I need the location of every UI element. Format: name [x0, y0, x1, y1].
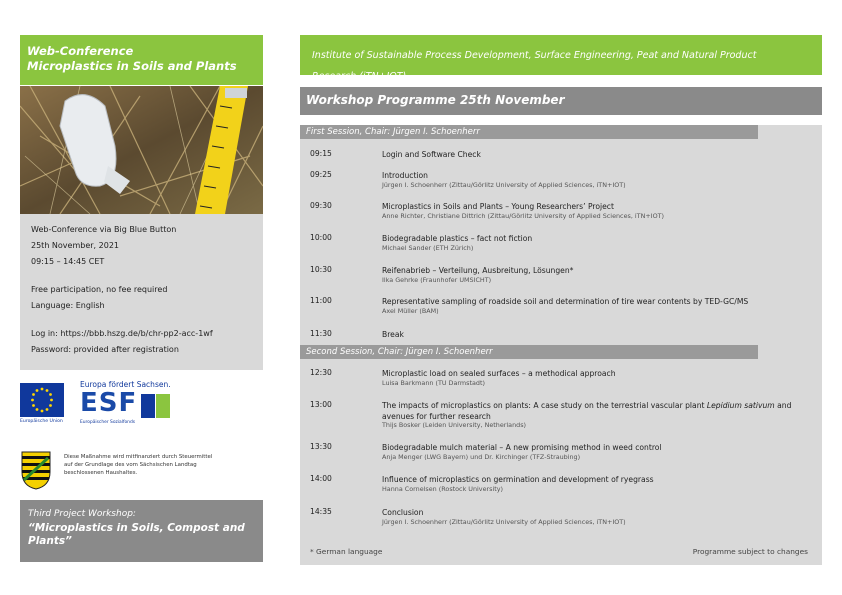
- workshop-title-line2: Plants”: [28, 535, 72, 547]
- esf-eu-mini-flag-icon: [141, 394, 155, 418]
- info-fee: Free participation, no fee required: [31, 285, 168, 294]
- info-date: 25th November, 2021: [31, 241, 119, 250]
- item-time: 13:30: [310, 442, 332, 451]
- item-time: 09:25: [310, 170, 332, 179]
- item-time: 14:00: [310, 474, 332, 483]
- programme-panel: [300, 125, 822, 565]
- eu-caption: Europäische Union: [20, 419, 63, 424]
- programme-title: Workshop Programme 25th November: [306, 93, 565, 107]
- institute-line2: Research (iTN+IOT): [312, 71, 407, 82]
- esf-logo-text: ESF: [80, 388, 138, 418]
- item-speaker: Jürgen I. Schoenherr (Zittau/Görlitz University of Applied Sciences, iTN+IOT): [382, 518, 626, 526]
- item-title: Break: [382, 330, 404, 339]
- info-platform: Web-Conference via Big Blue Button: [31, 225, 177, 234]
- footnote-german: * German language: [310, 547, 383, 556]
- left-header: [20, 35, 263, 85]
- esf-tagline: Europa fördert Sachsen.: [80, 380, 171, 389]
- programme-header: [300, 87, 822, 115]
- info-language: Language: English: [31, 301, 105, 310]
- info-time: 09:15 – 14:45 CET: [31, 257, 105, 266]
- item-title: Login and Software Check: [382, 150, 481, 159]
- saxony-coat-of-arms-icon: [20, 450, 52, 490]
- item-speaker: Thijs Bosker (Leiden University, Netherlands): [382, 421, 527, 429]
- item-time: 11:30: [310, 329, 332, 338]
- item-title: Reifenabrieb – Verteilung, Ausbreitung, Lösungen*: [382, 266, 574, 275]
- item-title: Conclusion: [382, 508, 424, 517]
- session-2-header: Second Session, Chair: Jürgen I. Schoenherr: [300, 345, 758, 359]
- item-title: Biodegradable mulch material – A new promising method in weed control: [382, 443, 662, 452]
- item-speaker: Axel Müller (BAM): [382, 307, 439, 315]
- item-time: 14:35: [310, 507, 332, 516]
- funding-logos: [20, 378, 263, 498]
- item-time: 10:00: [310, 233, 332, 242]
- item-title: Introduction: [382, 171, 428, 180]
- info-password: Password: provided after registration: [31, 345, 179, 354]
- item-time: 09:30: [310, 201, 332, 210]
- workshop-title-box: [20, 500, 263, 562]
- left-header-line2: Microplastics in Soils and Plants: [27, 59, 237, 73]
- item-speaker: Anja Menger (LWG Bayern) und Dr. Kirchinger (TFZ-Straubing): [382, 453, 581, 461]
- workshop-label: Third Project Workshop:: [28, 509, 136, 519]
- item-title-italic: Lepidium sativum: [706, 401, 775, 410]
- esf-green-bar-icon: [156, 394, 170, 418]
- item-time: 10:30: [310, 265, 332, 274]
- eu-flag-icon: [20, 383, 64, 417]
- left-header-line1: Web-Conference: [27, 44, 134, 58]
- item-speaker: Hanna Cornelsen (Rostock University): [382, 485, 504, 493]
- footnote-changes: Programme subject to changes: [692, 547, 808, 556]
- item-speaker: Michael Sander (ETH Zürich): [382, 244, 474, 252]
- info-login-link[interactable]: Log in: https://bbb.hszg.de/b/chr-pp2-acc-1wf: [31, 329, 213, 338]
- item-title: Representative sampling of roadside soil and determination of tire wear contents by TED-GC/MS: [382, 297, 749, 306]
- item-speaker: Luisa Barkmann (TU Darmstadt): [382, 379, 485, 387]
- item-title: Microplastics in Soils and Plants – Young Researchers’ Project: [382, 202, 614, 211]
- item-title: Biodegradable plastics – fact not fiction: [382, 234, 533, 243]
- item-speaker: Anne Richter, Christiane Dittrich (Zittau/Görlitz University of Applied Sciences, iTN+IOT): [382, 212, 665, 220]
- workshop-title-line1: “Microplastics in Soils, Compost and: [28, 522, 245, 534]
- item-time: 09:15: [310, 149, 332, 158]
- header-photo: [20, 86, 263, 214]
- item-title-part: and avenues for further research: [382, 401, 792, 421]
- institute-line1: Institute of Sustainable Process Development, Surface Engineering, Peat and Natural Product: [312, 50, 757, 61]
- item-speaker: Ilka Gehrke (Fraunhofer UMSICHT): [382, 276, 492, 284]
- item-title-part: The impacts of microplastics on plants: A case study on the terrestrial vascular plant: [382, 401, 707, 410]
- item-time: 13:00: [310, 400, 332, 409]
- institute-header: [300, 35, 822, 82]
- item-title: Influence of microplastics on germination and development of ryegrass: [382, 475, 654, 484]
- saxony-funding-text: Diese Maßnahme wird mitfinanziert durch Steuermittel auf der Grundlage des vom Sächsischen Landtag beschlossenen Haushaltes.: [64, 454, 213, 476]
- conference-info: [20, 214, 263, 370]
- item-speaker: Jürgen I. Schoenherr (Zittau/Görlitz University of Applied Sciences, iTN+IOT): [382, 181, 626, 189]
- item-time: 12:30: [310, 368, 332, 377]
- esf-subcaption: Europäischer Sozialfonds: [80, 420, 136, 425]
- item-title: Microplastic load on sealed surfaces – a methodical approach: [382, 369, 616, 378]
- item-title: [382, 400, 797, 422]
- item-time: 11:00: [310, 296, 332, 305]
- session-1-header: First Session, Chair: Jürgen I. Schoenherr: [300, 125, 758, 139]
- microplastic-photo-image: [20, 86, 263, 214]
